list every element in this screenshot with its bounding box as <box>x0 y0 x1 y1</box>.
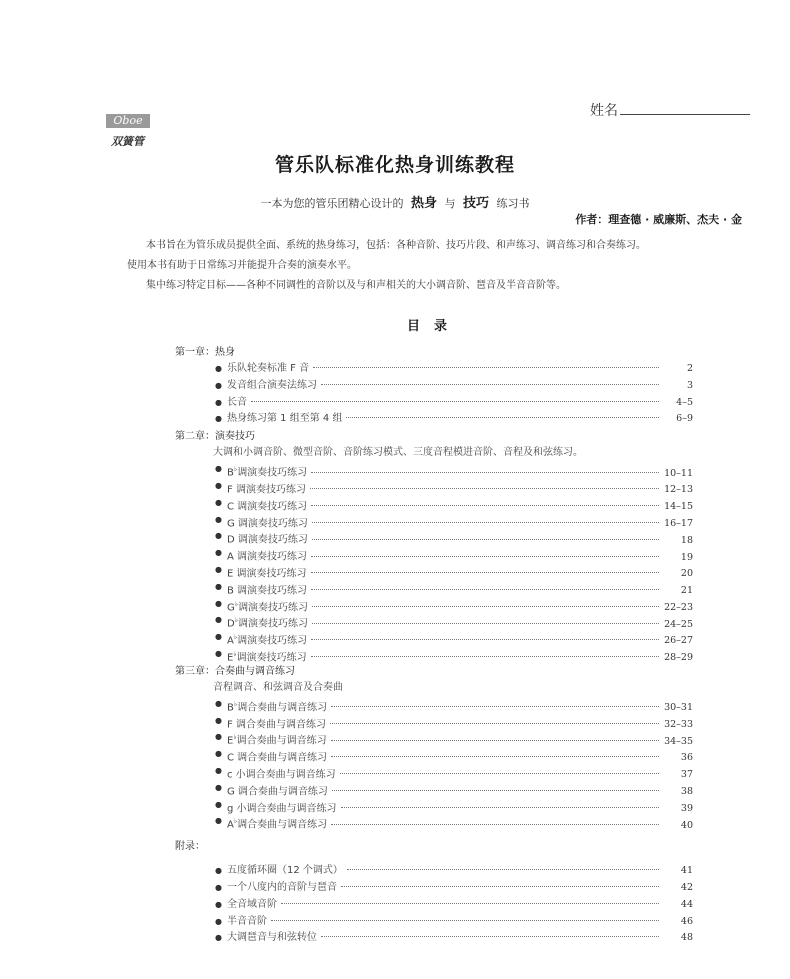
toc-entry-label: 半音音阶 <box>227 915 267 927</box>
intro-paragraph-1: 本书旨在为管乐成员提供全面、系统的热身练习，包括：各种音阶、技巧片段、和声练习、调音练习和合奏练习。 <box>146 240 646 251</box>
toc-entry[interactable] <box>175 478 693 495</box>
toc-entry-page: 21 <box>680 585 693 597</box>
intro-paragraph-3: 集中练习特定目标——各种不同调性的音阶以及与和声相关的大小调音阶、琶音及半音音阶等。 <box>146 280 566 291</box>
toc-entry[interactable] <box>175 395 693 412</box>
toc-entry[interactable] <box>175 411 693 428</box>
toc-entry[interactable] <box>175 361 693 378</box>
toc-entry-page: 10–11 <box>664 467 693 479</box>
toc-entry-page: 26–27 <box>664 635 693 647</box>
toc-entry[interactable] <box>175 930 693 947</box>
dot-leader <box>312 606 659 607</box>
dot-leader <box>347 869 659 870</box>
entry-text: 调合奏曲与调音练习 <box>236 735 327 747</box>
dot-leader <box>251 401 659 402</box>
bullet-icon: ● <box>215 581 222 591</box>
toc-entry-page: 14–15 <box>664 501 693 513</box>
key-letter: C <box>227 501 234 513</box>
toc-entry[interactable] <box>175 897 693 914</box>
toc-entry-page: 20 <box>680 568 693 580</box>
dot-leader <box>281 903 659 904</box>
entry-text: 小调合奏曲与调音练习 <box>233 802 337 814</box>
toc-entry-page: 6–9 <box>676 413 693 425</box>
entry-text: 调演奏技巧练习 <box>238 618 309 630</box>
subtitle-prefix: 一本为您的管乐团精心设计的 <box>260 197 404 210</box>
dot-leader <box>341 886 659 887</box>
entry-text: 调演奏技巧练习 <box>233 551 308 563</box>
toc-heading: 目录 <box>406 319 461 334</box>
toc-entry[interactable] <box>175 579 693 596</box>
toc-entry-page: 22–23 <box>664 601 693 613</box>
toc-entry-page: 12–13 <box>664 484 693 496</box>
toc-entry-page: 41 <box>680 865 693 877</box>
entry-text: 调演奏技巧练习 <box>234 517 308 529</box>
bullet-icon: ● <box>215 816 222 826</box>
bullet-icon: ● <box>215 648 222 658</box>
dot-leader <box>313 367 659 368</box>
toc-entry-page: 42 <box>680 881 693 893</box>
toc-entry[interactable] <box>175 914 693 931</box>
dot-leader <box>312 539 659 540</box>
chapter-3-description: 音程调音、和弦调音及合奏曲 <box>213 681 343 693</box>
toc-entry-page: 24–25 <box>664 618 693 630</box>
bullet-icon: ● <box>215 414 222 424</box>
toc-entry[interactable] <box>175 495 693 512</box>
instrument-badge: Oboe <box>106 114 150 128</box>
toc-entry-page: 34–35 <box>664 735 693 747</box>
key-letter: c <box>227 769 233 781</box>
toc-entry-label: 热身练习第 1 组至第 4 组 <box>227 413 343 425</box>
dot-leader <box>330 723 659 724</box>
chapter-1-title: 第一章：热身 <box>175 347 235 358</box>
author-line: 作者：理查德 · 威廉斯、杰夫 · 金 <box>575 213 742 226</box>
key-letter: D <box>227 534 235 546</box>
dot-leader <box>341 807 659 808</box>
toc-entry[interactable] <box>175 461 693 478</box>
toc-entry[interactable] <box>175 646 693 663</box>
dot-leader <box>271 920 659 921</box>
toc-entry-page: 18 <box>680 534 693 546</box>
toc-entry-label: 五度循环圈（12 个调式） <box>227 865 343 877</box>
section-gap <box>175 855 693 863</box>
entry-text: 调演奏技巧练习 <box>233 501 308 513</box>
bullet-icon: ● <box>215 882 222 892</box>
toc-entry-page: 30–31 <box>664 702 693 714</box>
bullet-icon: ● <box>215 615 222 625</box>
toc-entry-page: 39 <box>680 802 693 814</box>
dot-leader <box>311 589 659 590</box>
entry-text: 调演奏技巧练习 <box>233 585 308 597</box>
entry-text: 调演奏技巧练习 <box>232 484 306 496</box>
toc-entry[interactable] <box>175 596 693 613</box>
appendix-title: 附录： <box>175 841 205 853</box>
toc-entry[interactable] <box>175 880 693 897</box>
bullet-icon: ● <box>215 799 222 809</box>
key-letter: A <box>227 551 234 563</box>
name-blank-line <box>620 102 750 115</box>
key-letter: E <box>227 735 234 747</box>
dot-leader <box>331 706 659 707</box>
dot-leader <box>311 556 659 557</box>
subtitle-conj: 与 <box>444 197 456 210</box>
dot-leader <box>346 417 659 418</box>
dot-leader <box>312 623 659 624</box>
entry-text: 调合奏曲与调音练习 <box>234 786 328 798</box>
key-letter: A <box>227 635 234 647</box>
flat-sign: ♭ <box>233 633 238 642</box>
toc-entry-page: 19 <box>680 551 693 563</box>
entry-text: 调合奏曲与调音练习 <box>237 702 328 714</box>
key-letter: g <box>227 802 234 814</box>
key-letter: B <box>227 467 234 479</box>
toc-entry[interactable] <box>175 729 693 746</box>
flat-sign: ♭ <box>233 649 237 658</box>
toc-entry[interactable] <box>175 612 693 629</box>
toc-entry[interactable] <box>175 863 693 880</box>
key-letter: B <box>227 702 234 714</box>
toc-entry-page: 36 <box>680 752 693 764</box>
name-field <box>590 100 750 120</box>
key-letter: F <box>227 718 233 730</box>
bullet-icon: ● <box>215 632 222 642</box>
dot-leader <box>321 384 659 385</box>
toc-entry-page: 38 <box>680 786 693 798</box>
toc-entry[interactable] <box>175 713 693 730</box>
toc-entry-page: 28–29 <box>664 652 693 664</box>
entry-text: 调合奏曲与调音练习 <box>237 819 328 831</box>
dot-leader <box>332 790 659 791</box>
subtitle <box>0 192 790 211</box>
dot-leader <box>311 505 659 506</box>
bullet-icon: ● <box>215 531 222 541</box>
flat-sign: ♭ <box>233 817 238 826</box>
entry-text: 调演奏技巧练习 <box>237 635 308 647</box>
entry-text: 调合奏曲与调音练习 <box>233 752 328 764</box>
dot-leader <box>310 488 659 489</box>
dot-leader <box>331 824 659 825</box>
key-letter: G <box>227 517 235 529</box>
entry-text: 调演奏技巧练习 <box>236 652 307 664</box>
toc-entry-label <box>215 646 307 667</box>
bullet-icon: ● <box>215 514 222 524</box>
toc-entry-page: 3 <box>686 379 693 391</box>
entry-text: 调演奏技巧练习 <box>238 601 309 613</box>
subtitle-word-technique: 技巧 <box>463 196 490 211</box>
dot-leader <box>331 756 659 757</box>
bullet-icon: ● <box>215 899 222 909</box>
key-letter: B <box>227 585 234 597</box>
entry-text: 调合奏曲与调音练习 <box>232 718 326 730</box>
dot-leader <box>340 773 659 774</box>
toc-entry-page: 46 <box>680 915 693 927</box>
bullet-icon: ● <box>215 564 222 574</box>
flat-sign: ♭ <box>234 616 239 625</box>
toc-entry[interactable] <box>175 780 693 797</box>
dot-leader <box>331 740 659 741</box>
bullet-icon: ● <box>215 464 222 474</box>
bullet-icon: ● <box>215 749 222 759</box>
dot-leader <box>311 656 659 657</box>
dot-leader <box>311 472 659 473</box>
book-title: 管乐队标准化热身训练教程 <box>274 154 515 176</box>
entry-text: 调演奏技巧练习 <box>233 568 307 580</box>
bullet-icon: ● <box>215 548 222 558</box>
toc-entry-label: 全音域音阶 <box>227 898 277 910</box>
toc-entry[interactable] <box>175 545 693 562</box>
chapter-2-description: 大调和小调音阶、微型音阶、音阶练习模式、三度音程模进音阶、音程及和弦练习。 <box>213 447 583 459</box>
bullet-icon: ● <box>215 732 222 742</box>
intro-paragraph-2: 使用本书有助于日常练习并能提升合奏的演奏水平。 <box>127 260 357 271</box>
toc-entry-page: 32–33 <box>664 718 693 730</box>
toc-entry-page: 16–17 <box>664 517 693 529</box>
toc-entry[interactable] <box>175 629 693 646</box>
table-of-contents <box>175 344 693 947</box>
bullet-icon: ● <box>215 397 222 407</box>
toc-entry-label <box>215 813 327 834</box>
bullet-icon: ● <box>215 765 222 775</box>
subtitle-word-warmup: 热身 <box>410 196 437 211</box>
bullet-icon: ● <box>215 698 222 708</box>
bullet-icon: ● <box>215 866 222 876</box>
key-letter: G <box>227 601 235 613</box>
name-label: 姓名 <box>590 103 618 119</box>
toc-entry-page: 40 <box>680 819 693 831</box>
bullet-icon: ● <box>215 916 222 926</box>
entry-text: 调演奏技巧练习 <box>237 467 308 479</box>
toc-entry[interactable] <box>175 746 693 763</box>
dot-leader <box>321 936 659 937</box>
toc-entry-label: 一个八度内的音阶与琶音 <box>227 881 337 893</box>
toc-entry-page: 48 <box>680 932 693 944</box>
bullet-icon: ● <box>215 598 222 608</box>
flat-sign: ♭ <box>234 599 239 608</box>
toc-entry[interactable] <box>175 696 693 713</box>
flat-sign: ♭ <box>233 699 238 708</box>
bullet-icon: ● <box>215 715 222 725</box>
chapter-2-title: 第二章：演奏技巧 <box>175 431 255 443</box>
toc-entry[interactable] <box>175 528 693 545</box>
toc-entry[interactable] <box>175 797 693 814</box>
toc-entry[interactable] <box>175 562 693 579</box>
key-letter: D <box>227 618 235 630</box>
subtitle-suffix: 练习书 <box>496 197 530 210</box>
key-letter: G <box>227 786 235 798</box>
key-letter: F <box>227 484 233 496</box>
toc-entry[interactable] <box>175 512 693 529</box>
toc-entry[interactable] <box>175 763 693 780</box>
instrument-name: 双簧管 <box>111 135 144 148</box>
toc-entry-page: 37 <box>680 769 693 781</box>
bullet-icon: ● <box>215 933 222 943</box>
toc-entry-label: 大调琶音与和弦转位 <box>227 932 317 944</box>
toc-entry-label: 乐队轮奏标准 F 音 <box>227 363 310 374</box>
key-letter: E <box>227 568 234 580</box>
toc-entry-page: 2 <box>686 363 693 374</box>
bullet-icon: ● <box>215 380 222 390</box>
key-letter: A <box>227 819 234 831</box>
chapter-3-title: 第三章：合奏曲与调音练习 <box>175 665 295 677</box>
bullet-icon: ● <box>215 480 222 490</box>
dot-leader <box>311 639 659 640</box>
flat-sign: ♭ <box>233 733 237 742</box>
entry-text: 调演奏技巧练习 <box>234 534 308 546</box>
key-letter: C <box>227 752 234 764</box>
toc-entry-label: 长音 <box>227 396 247 408</box>
entry-text: 小调合奏曲与调音练习 <box>232 769 336 781</box>
toc-entry[interactable] <box>175 378 693 395</box>
dot-leader <box>311 572 659 573</box>
toc-entry-label: 发音组合演奏法练习 <box>227 379 317 391</box>
key-letter: E <box>227 652 234 664</box>
flat-sign: ♭ <box>233 465 238 474</box>
bullet-icon: ● <box>215 782 222 792</box>
toc-entry-page: 44 <box>680 898 693 910</box>
bullet-icon: ● <box>215 497 222 507</box>
toc-entry[interactable] <box>175 813 693 830</box>
dot-leader <box>312 522 659 523</box>
toc-entry-page: 4–5 <box>676 396 693 408</box>
bullet-icon: ● <box>215 364 222 373</box>
